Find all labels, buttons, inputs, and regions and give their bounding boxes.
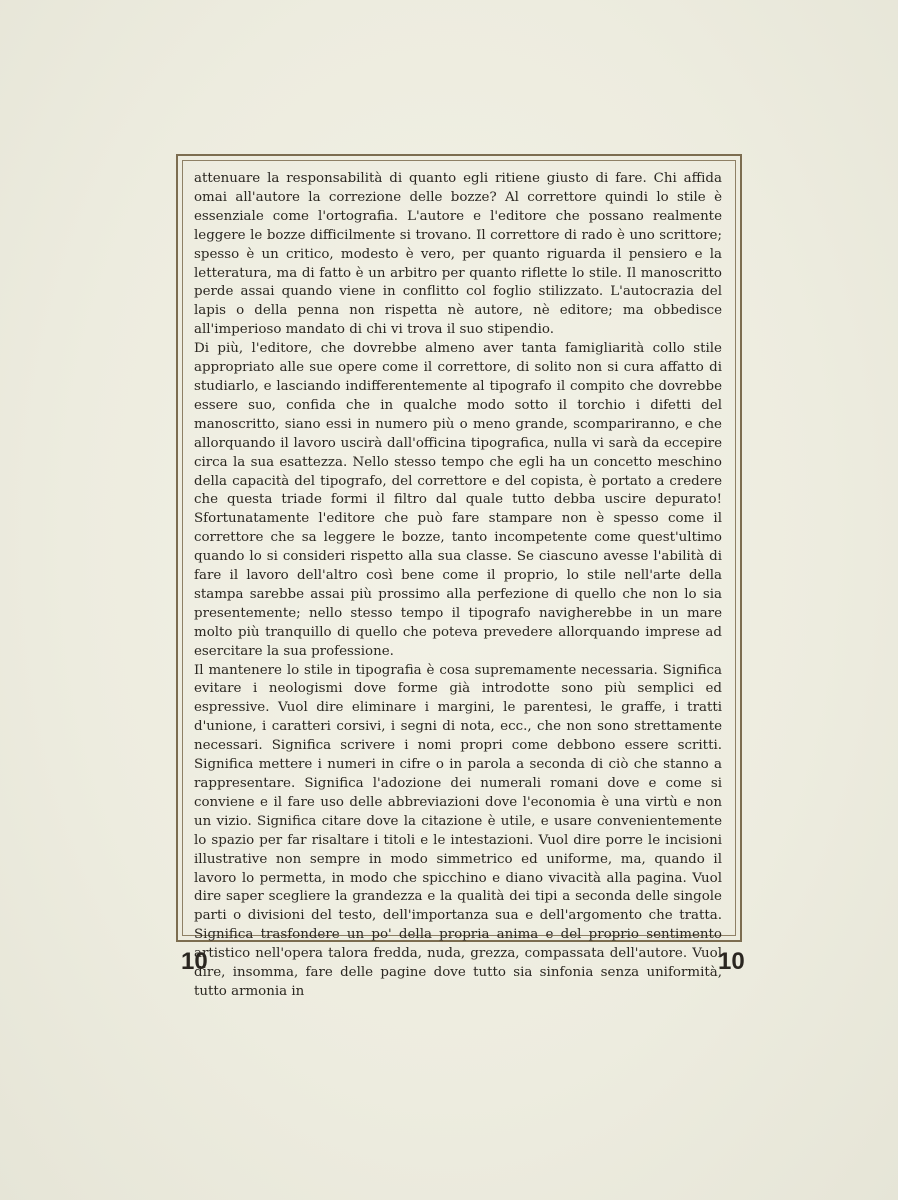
paragraph-1: attenuare la responsabilità di quanto egli ritiene giusto di fare. Chi affida omai all'autore la correzione delle bozze? Al correttore quindi lo stile è essenziale come l'ortografia. L'autore e l'editore che possano realmente leggere le bozze difficilmente si trovano. Il correttore di rado è uno scrittore; spesso è un critico, modesto è vero, per quanto riguarda il pensiero e la letteratura, ma di fatto è un arbitro per quanto riflette lo stile. Il manoscritto perde assai quando viene in conflitto col foglio stilizzato. L'autocrazia del lapis o della penna non rispetta nè autore, nè editore; ma obbedisce all'imperioso mandato di chi vi trova il suo stipendio. <box>194 171 722 338</box>
page-number-right: 10 <box>718 948 745 975</box>
body-text <box>194 170 722 1002</box>
paragraph-3: Il mantenere lo stile in tipografia è cosa supremamente necessaria. Significa evitare i neologismi dove forme già introdotte sono più semplici ed espressive. Vuol dire eliminare i margini, le parentesi, le graffe, i tratti d'unione, i caratteri corsivi, i segni di nota, ecc., che non sono strettamente necessari. Significa scrivere i nomi propri come debbono essere scritti. Significa mettere i numeri in cifre o in parola a seconda di ciò che stanno a rappresentare. Significa l'adozione dei numerali romani dove e come si conviene e il fare uso delle abbreviazioni dove l'economia è una virtù e non un vizio. Significa citare dove la citazione è utile, e usare convenientemente lo spazio per far risaltare i titoli e le intestazioni. Vuol dire porre le incisioni illustrative non sempre in modo simmetrico ed uniforme, ma, quando il lavoro lo permetta, in modo che spicchino e diano vivacità alla pagina. Vuol dire saper scegliere la grandezza e la qualità dei tipi a seconda delle singole parti o divisioni del testo, dell'importanza sua e dell'argomento che tratta. Significa trasfondere un po' della propria anima e del proprio sentimento artistico nell'opera talora fredda, nuda, grezza, compassata dell'autore. Vuol dire, insomma, fare delle pagine dove tutto sia sinfonia senza uniformità, tutto armonia in <box>194 662 722 999</box>
paragraph-2: Di più, l'editore, che dovrebbe almeno aver tanta famigliarità collo stile appropriato alle sue opere come il correttore, di solito non si cura affatto di studiarlo, e lasciando indifferentemente al tipografo il compito che dovrebbe essere suo, confida che in qualche modo sotto il torchio i difetti del manoscritto, siano essi in numero più o meno grande, scompariranno, e che allorquando il lavoro uscirà dall'officina tipografica, nulla vi sarà da eccepire circa la sua esattezza. Nello stesso tempo che egli ha un concetto meschino della capacità del tipografo, del correttore e del copista, è portato a credere che questa triade formi il filtro dal quale tutto debba uscire depurato! Sfortunatamente l'editore che può fare stampare non è spesso come il correttore che sa leggere le bozze, tanto incompetente come quest'ultimo quando lo si consideri rispetto alla sua classe. Se ciascuno avesse l'abilità di fare il lavoro dell'altro così bene come il proprio, lo stile nell'arte della stampa sarebbe assai più prossimo alla perfezione di quello che non lo sia presentemente; nello stesso tempo il tipografo navigherebbe in un mare molto più tranquillo di quello che poteva prevedere allorquando imprese ad esercitare la sua professione. <box>194 341 722 659</box>
page-number-left: 10 <box>181 948 208 975</box>
